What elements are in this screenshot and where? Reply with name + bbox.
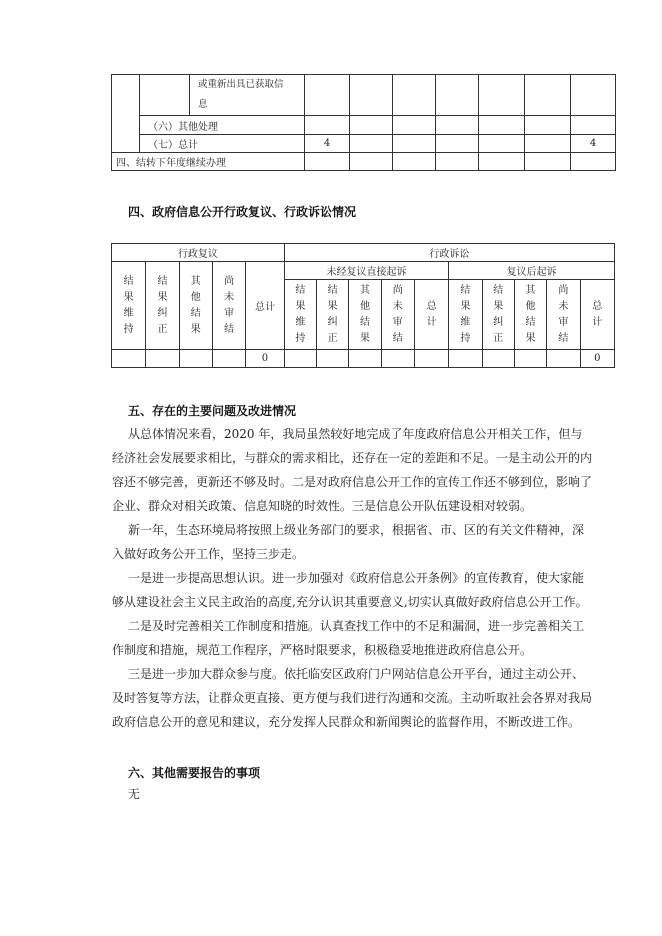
header-direct-litigation: 未经复议直接起诉 [284,262,449,280]
header-after-other: 其 他 结 果 [514,280,546,350]
row-label-carry-over: 四、结转下年度继续办理 [112,153,305,171]
paragraph-step-three: 三是进一步加大群众参与度。依托临安区政府门户网站信息公开平台，通过主动公开、 及时答复等方法，让群众更直接、更方便与我们进行沟通和交流。主动听取社会各界对我局 政府信息公开的意见和建议，充分发挥人民群众和新闻舆论的监督作用，不断改进工作。 [112,667,593,729]
paragraph-overview: 从总体情况来看，2020 年，我局虽然较好地完成了年度政府信息公开相关工作，但与 经济社会发展要求相比，与群众的需求相比，还存在一定的差距和不足。一是主动公开的内 容还不够完善，更新还不够及时。二是对政府信息公开工作的宣传工作还不够到位，影响了 企业、群众对相关政策、信息知晓的时效性。三是信息公开队伍建设相对较弱。 [112,427,593,513]
header-admin-litigation: 行政诉讼 [284,244,614,262]
header-after-correct: 结 果 纠 正 [482,280,514,350]
table-row [112,75,616,116]
paragraph-step-one: 一是进一步提高思想认识。进一步加强对《政府信息公开条例》的宣传教育，使大家能 够从建设社会主义民主政治的高度,充分认识其重要意义,切实认真做好政府信息公开工作。 [112,571,588,609]
header-review-maintain: 结 果 维 持 [112,262,146,350]
header-after-maintain: 结 果 维 持 [449,280,482,350]
header-admin-review: 行政复议 [112,244,285,262]
total-value-last: 4 [571,135,616,153]
table-row [112,350,615,368]
after-review-total-value: 0 [580,350,614,368]
header-review-correct: 结 果 纠 正 [146,262,179,350]
total-value-first: 4 [305,135,350,153]
row-label-total: （七）总计 [140,135,305,153]
header-direct-other: 其 他 结 果 [349,280,381,350]
header-review-total: 总计 [246,262,284,350]
section-6-heading: 六、其他需要报告的事项 [128,766,261,780]
review-total-value: 0 [246,350,284,368]
row-label-other: （六）其他处理 [140,116,305,135]
header-after-total: 总 计 [580,280,614,350]
table-header-row [112,244,615,262]
disposal-results-table [111,74,616,171]
header-direct-maintain: 结 果 维 持 [284,280,316,350]
table-row [112,135,616,153]
header-direct-total: 总 计 [414,280,448,350]
row-label-reissue: 或重新出具已获取信 息 [190,75,305,116]
header-after-pending: 尚 未 审 结 [547,280,580,350]
paragraph-step-two: 二是及时完善相关工作制度和措施。认真查找工作中的不足和漏洞，进一步完善相关工 作制度和措施，规范工作程序，严格时限要求，积极稳妥地推进政府信息公开。 [112,619,585,657]
table-row [112,116,616,135]
paragraph-new-year: 新一年，生态环境局将按照上级业务部门的要求，根据省、市、区的有关文件精神，深 入做好政务公开工作，坚持三步走。 [112,523,585,561]
section-6-body: 无 [128,787,141,801]
header-review-other: 其 他 结 果 [179,262,212,350]
table-header-row [112,262,615,280]
header-direct-correct: 结 果 纠 正 [317,280,349,350]
review-litigation-table [111,243,615,368]
section-5-heading: 五、存在的主要问题及改进情况 [128,404,297,418]
table-row [112,153,616,171]
header-direct-pending: 尚 未 审 结 [381,280,414,350]
header-after-review-litigation: 复议后起诉 [449,262,615,280]
header-review-pending: 尚 未 审 结 [212,262,245,350]
section-4-heading: 四、政府信息公开行政复议、行政诉讼情况 [128,205,357,219]
